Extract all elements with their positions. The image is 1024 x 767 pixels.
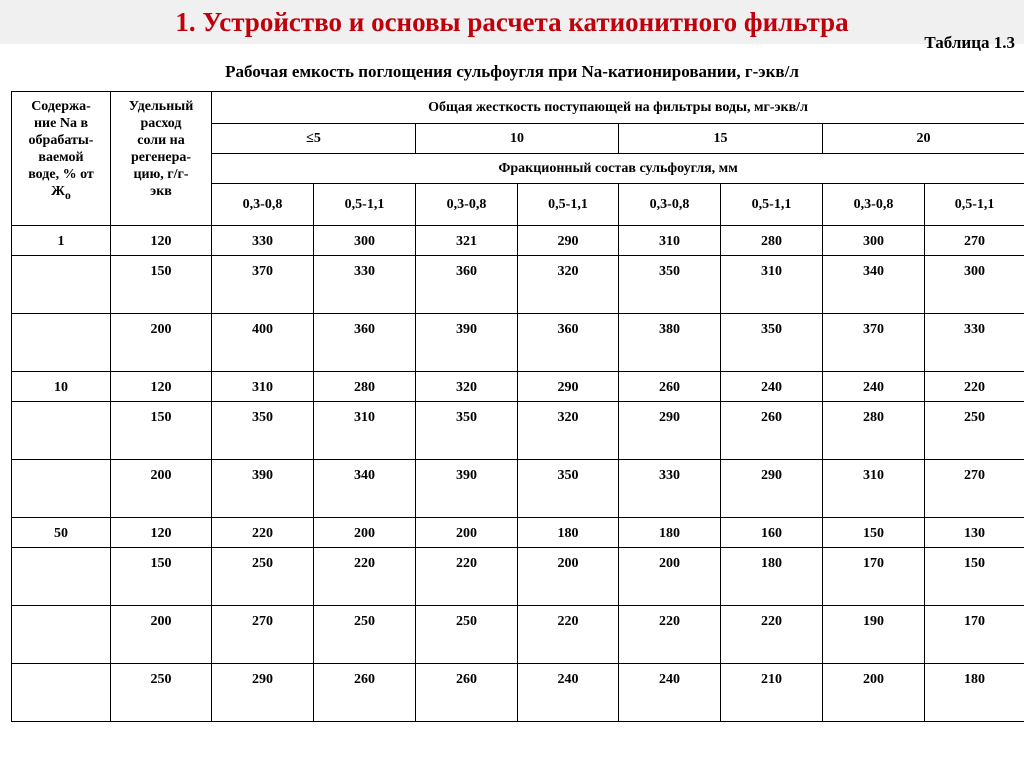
cell-capacity: 300 [925, 256, 1024, 314]
cell-capacity: 320 [416, 372, 518, 402]
cell-capacity: 270 [925, 226, 1024, 256]
cell-capacity: 240 [721, 372, 823, 402]
table-row [12, 460, 1024, 518]
cell-capacity: 240 [518, 664, 619, 722]
cell-capacity: 160 [721, 518, 823, 548]
cell-capacity: 180 [721, 548, 823, 606]
cell-capacity: 150 [823, 518, 925, 548]
header-hardness-5: ≤5 [212, 124, 416, 154]
cell-salt-rate: 120 [111, 518, 212, 548]
cell-capacity: 310 [212, 372, 314, 402]
header-hardness-10: 10 [416, 124, 619, 154]
cell-na-content: 50 [12, 518, 111, 548]
header-fraction-group: Фракционный состав сульфоугля, мм [212, 154, 1024, 184]
cell-salt-rate: 120 [111, 372, 212, 402]
cell-capacity: 300 [314, 226, 416, 256]
cell-capacity: 350 [721, 314, 823, 372]
cell-capacity: 330 [925, 314, 1024, 372]
cell-na-content [12, 402, 111, 460]
table-caption: Рабочая емкость поглощения сульфоугля при Na-катионировании, г-экв/л [225, 62, 799, 81]
header-na-content: Содержа- ние Na в обрабаты- ваемой воде, % от $Ж_о$ [12, 92, 111, 226]
cell-capacity: 170 [823, 548, 925, 606]
cell-capacity: 350 [416, 402, 518, 460]
cell-salt-rate: 150 [111, 548, 212, 606]
cell-capacity: 270 [212, 606, 314, 664]
cell-capacity: 200 [518, 548, 619, 606]
cell-salt-rate: 200 [111, 314, 212, 372]
cell-capacity: 350 [212, 402, 314, 460]
cell-capacity: 320 [518, 402, 619, 460]
cell-capacity: 310 [823, 460, 925, 518]
cell-na-content: 1 [12, 226, 111, 256]
cell-capacity: 290 [518, 372, 619, 402]
cell-capacity: 390 [212, 460, 314, 518]
cell-capacity: 280 [823, 402, 925, 460]
cell-capacity: 220 [416, 548, 518, 606]
cell-capacity: 370 [823, 314, 925, 372]
cell-capacity: 280 [721, 226, 823, 256]
table-row [12, 226, 1024, 256]
cell-capacity: 260 [416, 664, 518, 722]
cell-capacity: 300 [823, 226, 925, 256]
cell-capacity: 220 [212, 518, 314, 548]
capacity-table [11, 91, 1024, 722]
cell-salt-rate: 200 [111, 460, 212, 518]
cell-capacity: 200 [619, 548, 721, 606]
cell-salt-rate: 200 [111, 606, 212, 664]
cell-capacity: 220 [721, 606, 823, 664]
table-row [12, 548, 1024, 606]
cell-capacity: 321 [416, 226, 518, 256]
cell-capacity: 170 [925, 606, 1024, 664]
cell-capacity: 400 [212, 314, 314, 372]
cell-capacity: 220 [619, 606, 721, 664]
header-hardness-20: 20 [823, 124, 1024, 154]
cell-capacity: 330 [314, 256, 416, 314]
header-fraction: 0,5-1,1 [721, 184, 823, 226]
cell-capacity: 240 [619, 664, 721, 722]
cell-capacity: 220 [314, 548, 416, 606]
cell-capacity: 260 [619, 372, 721, 402]
table-body [12, 226, 1024, 722]
cell-capacity: 220 [925, 372, 1024, 402]
cell-capacity: 310 [619, 226, 721, 256]
cell-capacity: 360 [314, 314, 416, 372]
cell-na-content [12, 256, 111, 314]
cell-capacity: 340 [823, 256, 925, 314]
cell-capacity: 320 [518, 256, 619, 314]
cell-capacity: 370 [212, 256, 314, 314]
cell-capacity: 200 [416, 518, 518, 548]
header-hardness-group: Общая жесткость поступающей на фильтры воды, мг-экв/л [212, 92, 1024, 124]
cell-capacity: 210 [721, 664, 823, 722]
cell-capacity: 350 [518, 460, 619, 518]
cell-capacity: 330 [212, 226, 314, 256]
cell-salt-rate: 250 [111, 664, 212, 722]
cell-capacity: 280 [314, 372, 416, 402]
table-number: Таблица 1.3 [924, 33, 1015, 52]
cell-capacity: 390 [416, 460, 518, 518]
cell-capacity: 310 [314, 402, 416, 460]
cell-capacity: 270 [925, 460, 1024, 518]
cell-capacity: 360 [416, 256, 518, 314]
table-row [12, 256, 1024, 314]
cell-capacity: 290 [721, 460, 823, 518]
cell-capacity: 250 [314, 606, 416, 664]
cell-capacity: 290 [212, 664, 314, 722]
table-row [12, 372, 1024, 402]
cell-capacity: 150 [925, 548, 1024, 606]
cell-capacity: 250 [416, 606, 518, 664]
cell-capacity: 240 [823, 372, 925, 402]
cell-capacity: 340 [314, 460, 416, 518]
header-fraction: 0,3-0,8 [416, 184, 518, 226]
cell-capacity: 260 [314, 664, 416, 722]
cell-capacity: 310 [721, 256, 823, 314]
cell-capacity: 190 [823, 606, 925, 664]
cell-capacity: 200 [823, 664, 925, 722]
cell-capacity: 290 [619, 402, 721, 460]
cell-capacity: 390 [416, 314, 518, 372]
table-row [12, 664, 1024, 722]
cell-na-content [12, 548, 111, 606]
cell-na-content [12, 664, 111, 722]
table-row [12, 518, 1024, 548]
cell-capacity: 180 [619, 518, 721, 548]
cell-capacity: 180 [925, 664, 1024, 722]
table-row [12, 402, 1024, 460]
cell-salt-rate: 150 [111, 402, 212, 460]
cell-capacity: 380 [619, 314, 721, 372]
header-fraction: 0,5-1,1 [925, 184, 1024, 226]
header-fraction: 0,3-0,8 [619, 184, 721, 226]
cell-capacity: 180 [518, 518, 619, 548]
cell-capacity: 350 [619, 256, 721, 314]
cell-capacity: 250 [212, 548, 314, 606]
cell-capacity: 290 [518, 226, 619, 256]
cell-capacity: 360 [518, 314, 619, 372]
header-fraction: 0,5-1,1 [518, 184, 619, 226]
slide-title: 1. Устройство и основы расчета катионитного фильтра [175, 7, 849, 37]
cell-capacity: 330 [619, 460, 721, 518]
cell-salt-rate: 150 [111, 256, 212, 314]
cell-na-content [12, 606, 111, 664]
cell-na-content: 10 [12, 372, 111, 402]
cell-na-content [12, 314, 111, 372]
cell-capacity: 250 [925, 402, 1024, 460]
cell-capacity: 260 [721, 402, 823, 460]
header-fraction: 0,3-0,8 [823, 184, 925, 226]
header-fraction: 0,5-1,1 [314, 184, 416, 226]
table-row [12, 606, 1024, 664]
header-fraction: 0,3-0,8 [212, 184, 314, 226]
cell-capacity: 220 [518, 606, 619, 664]
header-hardness-15: 15 [619, 124, 823, 154]
table-row [12, 314, 1024, 372]
cell-na-content [12, 460, 111, 518]
header-salt-rate: Удельный расход соли на регенера- цию, г/г- экв [111, 92, 212, 226]
cell-capacity: 130 [925, 518, 1024, 548]
cell-salt-rate: 120 [111, 226, 212, 256]
cell-capacity: 200 [314, 518, 416, 548]
